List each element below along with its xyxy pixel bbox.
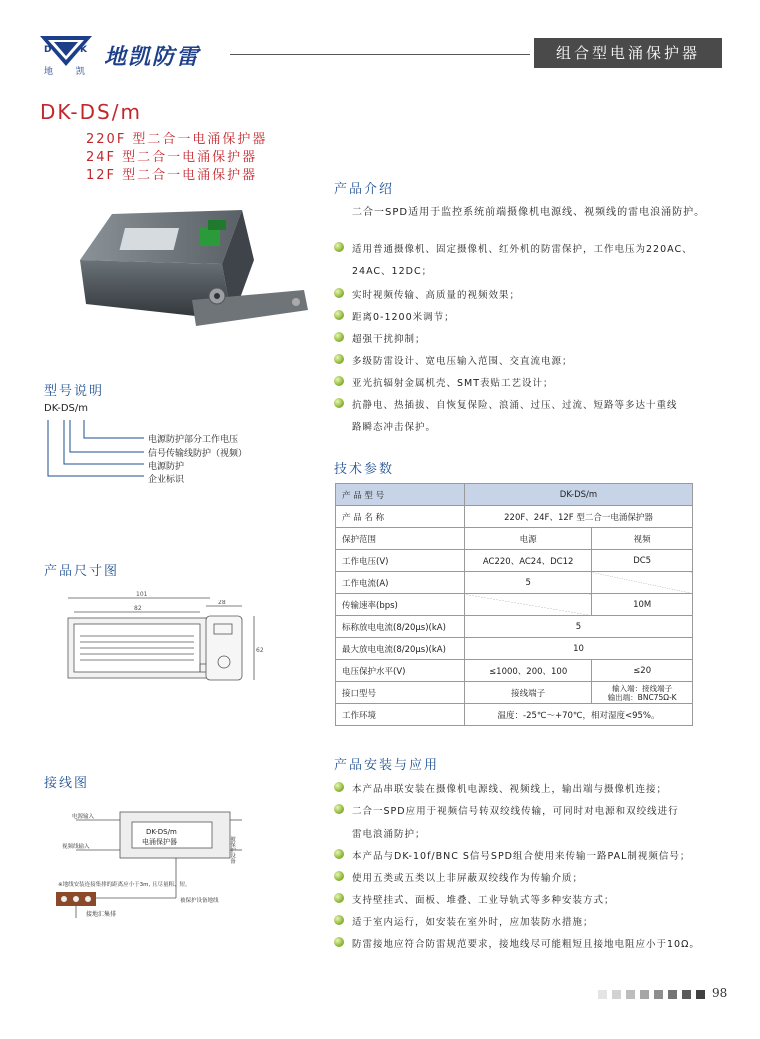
intro-title: 产品介绍	[334, 182, 395, 197]
footer-square	[668, 990, 677, 999]
spec-value-power: 5	[465, 572, 592, 594]
dimension-side-view	[198, 600, 268, 690]
table-row	[336, 594, 693, 616]
spec-value-video: 10M	[592, 594, 693, 616]
install-bullet-4: 使用五类或五类以上非屏蔽双绞线作为传输介质；	[352, 873, 584, 884]
intro-bullet-4: 超强干扰抑制；	[352, 334, 426, 345]
spec-value-power: AC220、AC24、DC12	[465, 550, 592, 572]
spec-label: 传输速率(bps)	[336, 594, 465, 616]
spec-value: DK-DS/m	[465, 484, 693, 506]
model-item-power: 电源防护	[148, 462, 185, 472]
wiring-device-label: DK-DS/m	[146, 828, 177, 836]
bullet-icon	[334, 893, 344, 903]
model-item-voltage: 电源防护部分工作电压	[148, 435, 239, 445]
spec-value: 5	[465, 616, 693, 638]
spec-value: 220F、24F、12F 型二合一电涌保护器	[465, 506, 693, 528]
bullet-icon	[334, 288, 344, 298]
category-badge: 组合型电涌保护器	[534, 38, 722, 68]
variant-12f: 12F 型二合一电涌保护器	[86, 168, 258, 183]
dim-side-height: 62	[256, 647, 264, 654]
variant-220f: 220F 型二合一电涌保护器	[86, 132, 268, 147]
spec-value: 10	[465, 638, 693, 660]
intro-bullet-1-cont: 24AC、12DC；	[352, 266, 433, 277]
page-number: 98	[712, 986, 728, 1000]
intro-bullet-1: 适用普通摄像机、固定摄像机、红外机的防雷保护，工作电压为220AC、	[352, 244, 693, 255]
spec-value-power: 电源	[465, 528, 592, 550]
bullet-icon	[334, 804, 344, 814]
spec-label: 保护范围	[336, 528, 465, 550]
spec-interface-in: 输入端：接线端子	[612, 683, 673, 693]
model-explain-title: 型号说明	[44, 384, 105, 399]
wiring-diagram	[56, 806, 246, 924]
wiring-note: ※地线安装连接集排的距离应小于3m, 且尽量粗、短。	[58, 882, 191, 888]
product-photo	[72, 200, 312, 340]
svg-text:K: K	[80, 45, 87, 55]
header-divider	[230, 54, 530, 55]
spec-interface-out: 输出端：BNC75Ω-K	[607, 692, 677, 702]
spec-label: 工作环境	[336, 704, 465, 726]
bullet-icon	[334, 782, 344, 792]
wiring-protected-ground: 被保护设备地线	[180, 898, 219, 904]
intro-bullet-2: 实时视频传输、高质量的视频效果；	[352, 290, 521, 301]
bullet-icon	[334, 332, 344, 342]
variant-24f: 24F 型二合一电涌保护器	[86, 150, 258, 165]
spec-label: 标称放电电流(8/20μs)(kA)	[336, 616, 465, 638]
spec-table	[335, 483, 693, 726]
table-row	[336, 682, 693, 704]
svg-text:D: D	[44, 45, 52, 55]
table-row	[336, 660, 693, 682]
spec-value-power: ≤1000、200、100	[465, 660, 592, 682]
spec-value-power	[465, 594, 592, 616]
intro-bullet-7: 抗静电、热插拔、自恢复保险、浪涌、过压、过流、短路等多达十重线	[352, 400, 678, 411]
bullet-icon	[334, 242, 344, 252]
install-title: 产品安装与应用	[334, 758, 440, 773]
footer-square	[654, 990, 663, 999]
spec-label: 工作电压(V)	[336, 550, 465, 572]
intro-lead: 二合一SPD适用于监控系统前端摄像机电源线、视频线的雷电浪涌防护。	[352, 207, 706, 218]
dim-width-inner: 82	[134, 605, 142, 612]
spec-label: 接口型号	[336, 682, 465, 704]
footer-square	[598, 990, 607, 999]
spec-label: 最大放电电流(8/20μs)(kA)	[336, 638, 465, 660]
install-bullet-3: 本产品与DK-10f/BNC S信号SPD组合使用来传输一路PAL制视频信号；	[352, 851, 691, 862]
install-bullet-1: 本产品串联安装在摄像机电源线、视频线上，输出端与摄像机连接；	[352, 784, 668, 795]
bullet-icon	[334, 937, 344, 947]
logo-text: 地凯防雷	[104, 45, 201, 70]
tech-title: 技术参数	[334, 462, 395, 477]
table-row	[336, 528, 693, 550]
footer-square	[626, 990, 635, 999]
wiring-device-name: 电涌保护器	[142, 838, 177, 846]
spec-value-video	[592, 572, 693, 594]
product-model: DK-DS/m	[40, 100, 142, 124]
install-bullet-5: 支持壁挂式、面板、堆叠、工业导轨式等多种安装方式；	[352, 895, 615, 906]
bullet-icon	[334, 871, 344, 881]
spec-value-video: DC5	[592, 550, 693, 572]
bullet-icon	[334, 398, 344, 408]
bullet-icon	[334, 310, 344, 320]
spec-label: 电压保护水平(V)	[336, 660, 465, 682]
bullet-icon	[334, 849, 344, 859]
intro-bullet-7-cont: 路瞬态冲击保护。	[352, 422, 437, 433]
spec-value-video: 视频	[592, 528, 693, 550]
dim-width-total: 101	[136, 591, 148, 598]
table-row	[336, 506, 693, 528]
intro-bullet-5: 多级防雷设计、宽电压输入范围、交直流电源；	[352, 356, 573, 367]
spec-label: 产 品 名 称	[336, 506, 465, 528]
wiring-title: 接线图	[44, 776, 90, 791]
bullet-icon	[334, 376, 344, 386]
model-item-company: 企业标识	[148, 475, 185, 485]
spec-value-video	[592, 682, 693, 704]
intro-bullet-6: 亚光抗辐射金属机壳、SMT表贴工艺设计；	[352, 378, 554, 389]
table-row	[336, 616, 693, 638]
wiring-protected-device: 被保护设备	[229, 836, 235, 864]
table-row	[336, 550, 693, 572]
model-item-video: 信号传输线防护（视频）	[148, 449, 248, 459]
install-bullet-2: 二合一SPD应用于视频信号转双绞线传输，可同时对电源和双绞线进行	[352, 806, 679, 817]
table-row	[336, 704, 693, 726]
intro-bullet-3: 距离0-1200米调节；	[352, 312, 455, 323]
bullet-icon	[334, 354, 344, 364]
model-code: DK-DS/m	[44, 403, 88, 414]
table-row	[336, 638, 693, 660]
wiring-power-in: 电源输入	[72, 814, 95, 820]
wiring-video-in: 视频线输入	[62, 844, 90, 850]
install-bullet-6: 适于室内运行，如安装在室外时，应加装防水措施；	[352, 917, 594, 928]
footer-square	[640, 990, 649, 999]
logo-sub: 地 凯	[44, 67, 95, 77]
bullet-icon	[334, 915, 344, 925]
footer-square	[612, 990, 621, 999]
spec-value-power: 接线端子	[465, 682, 592, 704]
table-row	[336, 484, 693, 506]
footer-square	[696, 990, 705, 999]
install-bullet-2-cont: 雷电浪涌防护；	[352, 829, 426, 840]
model-tree-lines	[44, 416, 154, 482]
spec-label: 产 品 型 号	[336, 484, 465, 506]
table-row	[336, 572, 693, 594]
wiring-ground-bar: 接地汇集排	[86, 911, 117, 918]
spec-value: 温度：-25℃～+70℃，相对湿度<95%。	[465, 704, 693, 726]
spec-label: 工作电流(A)	[336, 572, 465, 594]
dim-side-width: 28	[218, 600, 226, 606]
footer-square	[682, 990, 691, 999]
install-bullet-7: 防雷接地应符合防雷规范要求，接地线尽可能粗短且接地电阻应小于10Ω。	[352, 939, 700, 950]
dimensions-title: 产品尺寸图	[44, 564, 120, 579]
spec-value-video: ≤20	[592, 660, 693, 682]
